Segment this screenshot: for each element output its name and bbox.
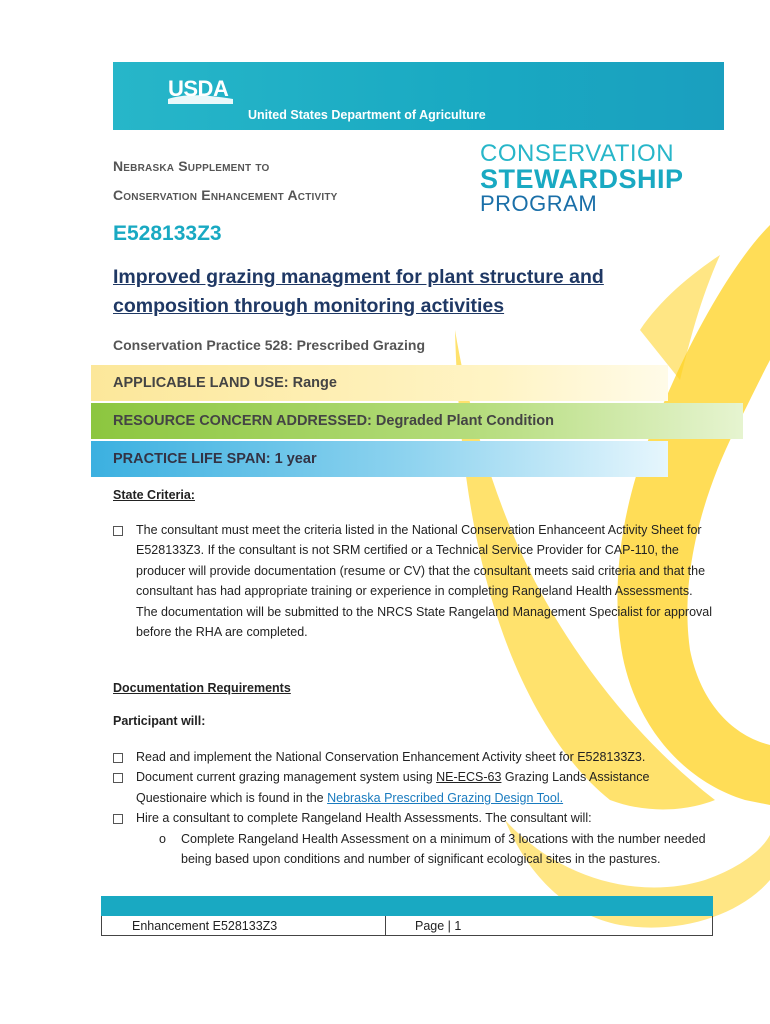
supplement-title <box>113 152 338 210</box>
supplement-title-line1: Nebraska Supplement to <box>113 158 270 174</box>
participant-item-1: Read and implement the National Conservation Enhancement Activity sheet for E528133Z3. <box>136 750 646 764</box>
page-number: Page | 1 <box>415 919 462 933</box>
checkbox-icon <box>113 773 123 783</box>
state-criteria-text: The consultant must meet the criteria listed in the National Conservation Enhanceent Activity Sheet for E528133Z3. If the consultant is not SRM certified or a Technical Service Provider for CAP-110, the producer will provide documentation (resume or CV) that the consultant meets said criteria and that the consultant has had appropriate training or experience in completing Rangeland Health Assessments. The documentation will be submitted to the NRCS State Rangeland Management Specialist for approval before the RHA are completed. <box>136 523 713 640</box>
land-use-band: APPLICABLE LAND USE: Range <box>91 365 668 401</box>
list-item <box>113 808 716 828</box>
footer-bar <box>101 896 713 916</box>
checkbox-icon <box>113 814 123 824</box>
footer-enhancement-label: Enhancement E528133Z3 <box>132 919 278 933</box>
enhancement-code: E528133Z3 <box>113 222 222 245</box>
usda-subtitle: United States Department of Agriculture <box>248 108 486 122</box>
csp-logo-line1: CONSERVATION <box>480 140 675 167</box>
state-criteria-list <box>113 520 716 642</box>
csp-logo-line3: PROGRAM <box>480 191 598 216</box>
participant-list <box>113 747 716 869</box>
usda-logo-text: USDA <box>168 76 229 101</box>
ne-ecs-63-form-ref: NE-ECS-63 <box>436 770 502 785</box>
participant-item-2-mid: Grazing Lands Assistance Questionaire which is found in the <box>136 770 650 805</box>
list-item <box>113 520 716 642</box>
conservation-practice: Conservation Practice 528: Prescribed Grazing <box>113 337 426 353</box>
checkbox-icon <box>113 526 123 536</box>
participant-item-3: Hire a consultant to complete Rangeland Health Assessments. The consultant will: <box>136 811 592 826</box>
resource-concern-band: RESOURCE CONCERN ADDRESSED: Degraded Plant Condition <box>91 403 743 439</box>
consultant-subitem-1: Complete Rangeland Health Assessment on a minimum of 3 locations with the number needed being based upon conditions and number of significant ecological sites in the pastures. <box>181 831 706 867</box>
participant-item-2-prefix: Document current grazing management system using <box>136 770 437 785</box>
footer-divider <box>385 916 386 936</box>
csp-logo-line2: STEWARDSHIP <box>480 164 684 194</box>
footer-table <box>101 916 713 936</box>
supplement-title-line2: Conservation Enhancement Activity <box>113 187 338 203</box>
participant-heading: Participant will: <box>113 714 206 728</box>
state-criteria-heading: State Criteria: <box>113 488 195 502</box>
list-item <box>113 767 716 808</box>
documentation-heading: Documentation Requirements <box>113 681 291 695</box>
page-title: Improved grazing managment for plant structure and composition through monitoring activities <box>113 266 604 317</box>
csp-program-logo <box>480 142 684 215</box>
usda-header-banner <box>113 62 724 130</box>
list-item <box>113 829 716 870</box>
list-item <box>113 747 716 767</box>
checkbox-icon <box>113 753 123 763</box>
bullet-marker: o <box>159 831 166 846</box>
life-span-band: PRACTICE LIFE SPAN: 1 year <box>91 441 668 477</box>
grazing-design-tool-link[interactable]: Nebraska Prescribed Grazing Design Tool. <box>327 790 564 805</box>
